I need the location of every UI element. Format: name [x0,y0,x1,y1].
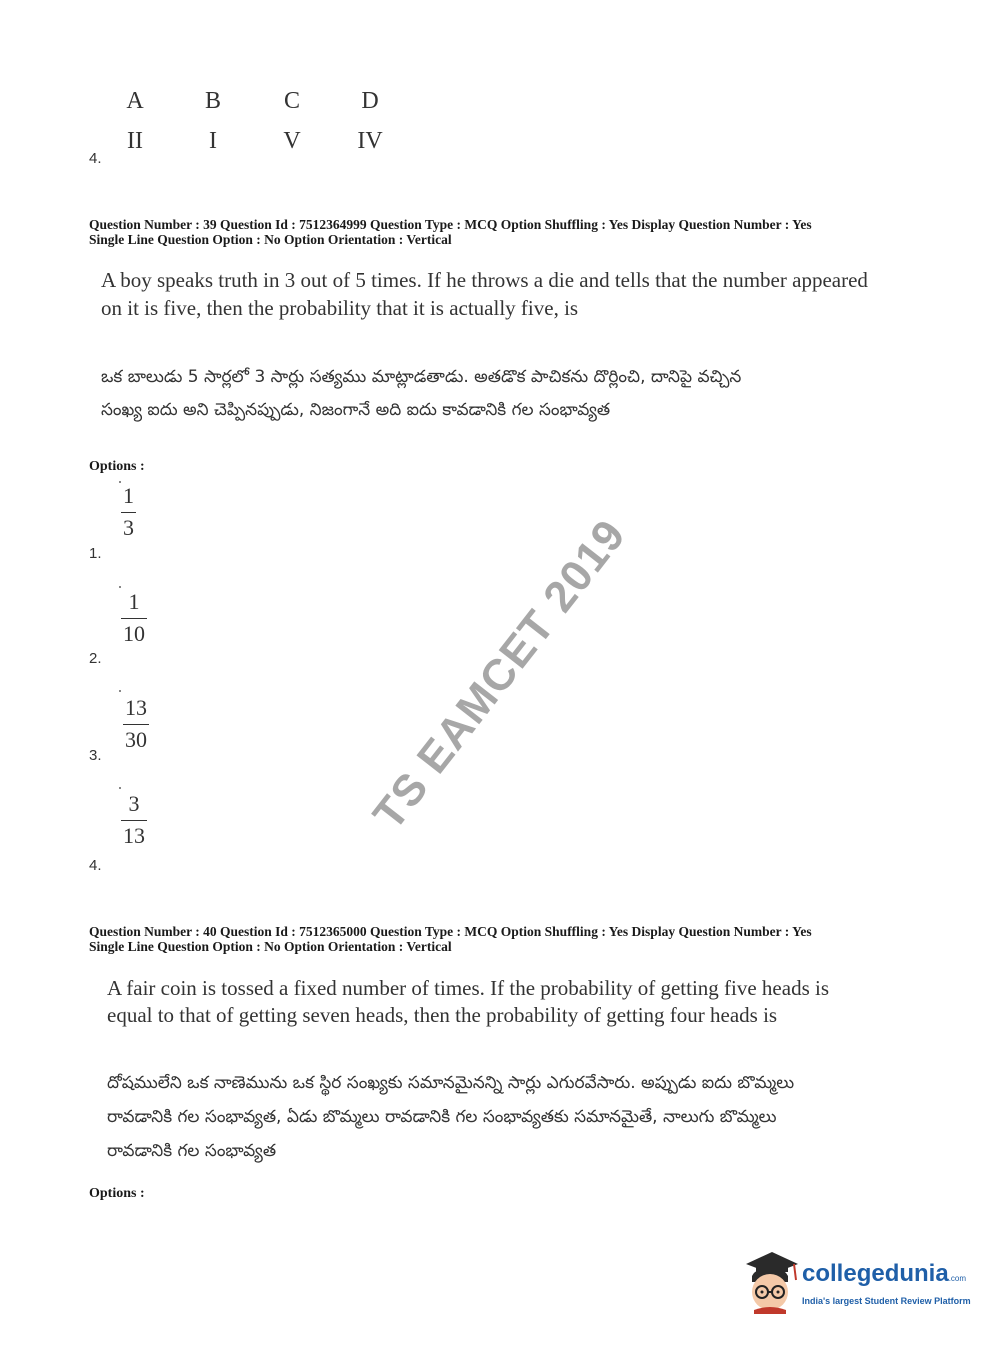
option-2-fraction-bar [121,618,147,619]
option-3-number: 3. [89,747,102,764]
option-4-fraction-bar [121,820,147,821]
mascot-icon [742,1250,800,1314]
option-2-fraction [121,589,147,647]
option-1-denominator: 3 [123,515,134,540]
q39-telugu-line2: సంఖ్య ఐదు అని చెప్పినప్పుడు, నిజంగానే అది ఐదు కావడానికి గల సంభావ్యత [101,400,611,420]
q40-meta-line2: Single Line Question Option : No Option Orientation : Vertical [89,939,452,954]
logo-tagline: India's largest Student Review Platform [802,1296,971,1306]
q40-options-label: Options : [89,1186,145,1201]
q39-text-line1: A boy speaks truth in 3 out of 5 times. If he throws a die and tells that the number appeared [101,268,868,292]
option-1-numerator: 1 [123,483,134,508]
option-4-numerator: 3 [128,791,140,816]
q40-text-line1: A fair coin is tossed a fixed number of times. If the probability of getting five heads is [107,976,829,1000]
q40-meta-line1: Question Number : 40 Question Id : 7512365000 Question Type : MCQ Option Shuffling : Yes Display Question Number : Yes [89,924,812,939]
collegedunia-logo [742,1250,972,1314]
q39-meta-line1: Question Number : 39 Question Id : 7512364999 Question Type : MCQ Option Shuffling : Yes Display Question Number : Yes [89,217,812,232]
option-3-fraction [123,695,149,753]
option-4-number: 4. [89,857,102,874]
q40-telugu-line3: రావడానికి గల సంభావ్యత [107,1141,277,1161]
option-4-tick [119,787,121,789]
prev-option-number: 4. [89,150,102,167]
match-header-d: D [361,88,379,114]
option-4-denominator: 13 [123,823,145,848]
q40-text-line2: equal to that of getting seven heads, then the probability of getting four heads is [107,1003,778,1027]
watermark: TS EAMCET 2019 [363,510,636,839]
option-1-number: 1. [89,545,102,562]
option-2-denominator: 10 [123,621,145,646]
q39-text-line2: on it is five, then the probability that it is actually five, is [101,296,579,320]
q40-telugu-line2: రావడానికి గల సంభావ్యత, ఏడు బొమ్మలు రావడానికి గల సంభావ్యతకు సమానమైతే, నాలుగు బొమ్మలు [107,1107,777,1127]
match-header-b: B [204,88,221,114]
option-1-fraction [121,483,136,541]
option-3-numerator: 13 [125,695,147,720]
q39-options-label: Options : [89,459,145,474]
logo-suffix: .com [948,1274,967,1283]
logo-wordmark [802,1260,966,1288]
q39-telugu-line1: ఒక బాలుడు 5 సార్లలో 3 సార్లు సత్యము మాట్లాడతాడు. అతడొక పాచికను దొర్లించి, దానిపై వచ్చిన [101,367,742,387]
match-value-a: II [127,128,143,154]
option-1-fraction-bar [121,512,136,513]
q39-meta-line2: Single Line Question Option : No Option Orientation : Vertical [89,232,452,247]
match-header-a: A [126,88,144,114]
match-value-b: I [209,128,217,154]
q40-telugu-line1: దోషములేని ఒక నాణెమును ఒక స్థిర సంఖ్యకు సమానమైనన్ని సార్లు ఎగురవేసారు. అప్పుడు ఐదు బొమ్మలు [107,1073,795,1093]
match-header-c: C [283,88,300,114]
option-3-denominator: 30 [125,727,147,752]
match-value-c: V [283,128,301,154]
match-value-d: IV [357,128,383,154]
option-4-fraction [121,791,147,849]
option-2-number: 2. [89,650,102,667]
option-2-tick [119,586,121,588]
option-2-numerator: 1 [128,589,140,614]
option-3-fraction-bar [123,724,149,725]
option-3-tick [119,690,121,692]
logo-name: collegedunia [802,1260,949,1287]
